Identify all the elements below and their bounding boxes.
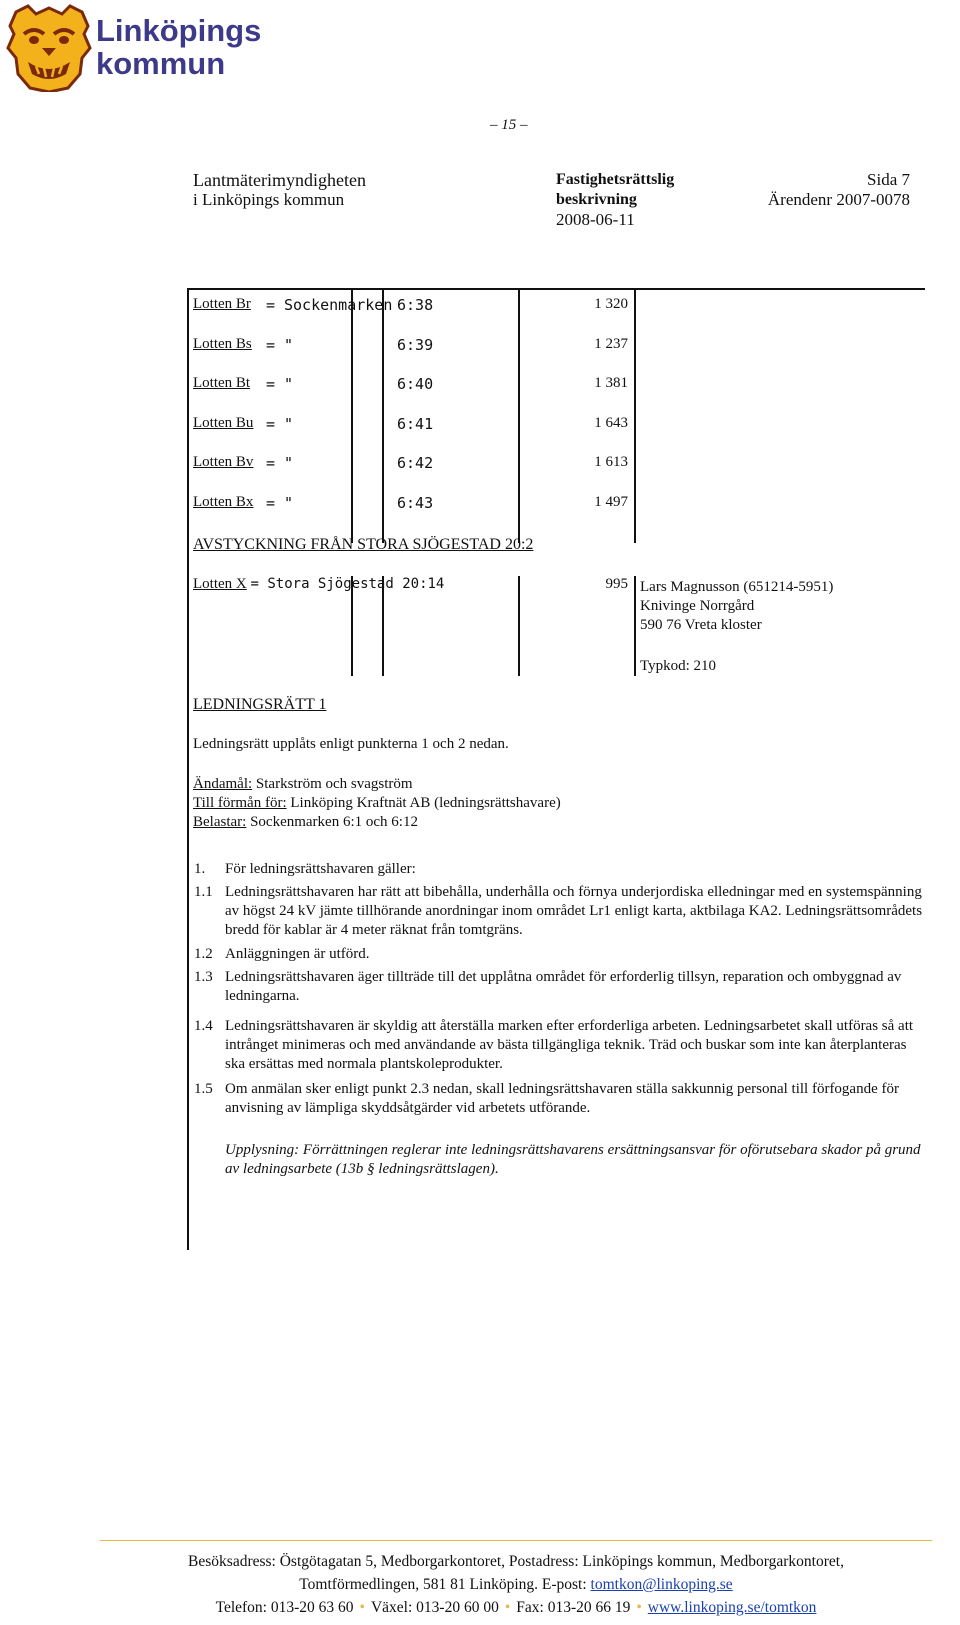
term-number: 1.4 (194, 1018, 213, 1034)
information-note: Upplysning: Förrättningen reglerar inte ledningsrättshavarens ersättningsansvar för oförutsebara skador på grund av ledningsarbete (13b § ledningsrättslagen). (225, 1142, 921, 1177)
lot-label: Lotten Bv (193, 454, 254, 470)
lot-area: 1 381 (594, 375, 628, 391)
term-number: 1.1 (194, 884, 213, 900)
separator-dot-icon: • (359, 1599, 365, 1616)
header-organization: Lantmäterimyndigheten i Linköpings kommun (193, 170, 366, 209)
term-text: Anläggningen är utförd. (225, 946, 370, 962)
header-document-type: Fastighetsrättslig beskrivning 2008-06-11 (556, 171, 675, 229)
footer-address: Besöksadress: Östgötagatan 5, Medborgarkontoret, Postadress: Linköpings kommun, Medborgarkontoret, Tomtförmedlingen, 581 81 Linköping. E-post: tomtkon@linkoping.se Telefon: 013-20 63 60 • Växel: 013-20 60 00 • Fax: 013-20 66 19 • www.linkoping.se/tomtkon (188, 1553, 844, 1616)
ledningsratt-intro: Ledningsrätt upplåts enligt punkterna 1 och 2 nedan. (193, 736, 509, 752)
lot-x-area: 995 (605, 576, 628, 592)
term-text: Ledningsrättshavaren har rätt att bibehålla, underhålla och förnya underjordiska elledningar med en systemspänning av högst 24 kV jämte tillhörande anordningar inom området Lr1 enligt karta, aktbilaga KA2. Ledningsrättsområdets bredd för kablar är 4 meter räknat från tomtgräns. (225, 884, 923, 938)
lot-parent-property: " (284, 454, 294, 472)
lot-parent-property: " (284, 493, 294, 512)
lot-area: 1 643 (594, 414, 628, 431)
ledningsratt-details: Ändamål: Starkström och svagström Till förmån för: Linköping Kraftnät AB (ledningsrättshavare) Belastar: Sockenmarken 6:1 och 6:12 (193, 776, 561, 830)
table-top-border (187, 288, 925, 290)
lot-equals: = (266, 335, 276, 354)
term-item (194, 968, 924, 1006)
lot-x-row: Lotten X = Stora Sjögestad 20:14 (193, 576, 445, 592)
lot-equals: = (266, 414, 276, 433)
column-divider-4 (634, 288, 636, 543)
lot-parcel: 6:41 (397, 414, 434, 433)
lot-area: 1 237 (594, 335, 628, 352)
lot-parcel: 6:38 (397, 296, 434, 314)
lot-parent-property: Sockenmarken (284, 296, 393, 314)
term-item (194, 883, 924, 940)
lot-label: Lotten Bt (193, 375, 251, 391)
lot-parent-property: " (284, 375, 294, 393)
term-text: Ledningsrättshavaren är skyldig att återställa marken efter erforderliga arbeten. Ledningsarbetet skall utföras så att intrånget minimeras och med användande av bästa tillgängliga teknik. Träd och buskar som inte kan återplanteras ska ersättas med normala plantskoleprodukter. (225, 1018, 914, 1072)
avstyckning-heading: AVSTYCKNING FRÅN STORA SJÖGESTAD 20:2 (193, 536, 534, 553)
owner-address: Lars Magnusson (651214-5951) Knivinge Norrgård 590 76 Vreta kloster (640, 579, 834, 633)
lot-equals: = (266, 375, 276, 393)
column-divider-7 (518, 576, 520, 676)
column-divider-1 (351, 288, 353, 543)
lot-label: Lotten Bx (193, 493, 254, 510)
term-number: 1.2 (194, 946, 213, 962)
footer-divider (100, 1540, 932, 1541)
column-divider-2 (382, 288, 384, 543)
page-mark: – 15 – (490, 117, 528, 133)
typkod: Typkod: 210 (640, 658, 717, 674)
lot-parcel: 6:39 (397, 335, 434, 354)
table-left-border (187, 288, 189, 1250)
lot-area: 1 613 (594, 454, 628, 470)
term-number: 1. (194, 861, 206, 877)
term-item (194, 945, 924, 964)
term-item (194, 1017, 924, 1074)
lot-label: Lotten Bu (193, 414, 254, 431)
lot-equals: = (266, 454, 276, 472)
separator-dot-icon: • (636, 1599, 642, 1616)
website-link[interactable]: www.linkoping.se/tomtkon (647, 1599, 817, 1616)
term-number: 1.5 (194, 1081, 213, 1097)
lot-parcel: 6:40 (397, 375, 434, 393)
lot-parent-property: " (284, 414, 294, 433)
lot-equals: = (266, 493, 276, 512)
lot-parent-property: " (284, 335, 294, 354)
term-text: Om anmälan sker enligt punkt 2.3 nedan, skall ledningsrättshavaren ställa sakkunnig personal till förfogande för anvisning av lämpliga skyddsåtgärder vid arbetets utförande. (225, 1081, 899, 1116)
separator-dot-icon: • (504, 1599, 511, 1616)
ledningsratt-heading: LEDNINGSRÄTT 1 (193, 696, 327, 713)
column-divider-8 (634, 576, 636, 676)
term-item (194, 1080, 924, 1118)
term-text: Ledningsrättshavaren äger tillträde till det upplåtna området för erforderlig tillsyn, reparation och ombyggnad av ledningarna. (225, 969, 902, 1004)
lot-area: 1 320 (594, 296, 628, 312)
lot-parcel: 6:42 (397, 454, 434, 472)
logo-wordmark: Linköpings kommun (96, 13, 262, 81)
term-text: För ledningsrättshavaren gäller: (225, 861, 416, 877)
lion-emblem-icon (6, 4, 92, 92)
column-divider-3 (518, 288, 520, 543)
email-link[interactable]: tomtkon@linkoping.se (590, 1576, 733, 1593)
term-item (194, 860, 924, 879)
lot-label: Lotten Br (193, 296, 251, 312)
lot-equals: = (266, 296, 276, 314)
lot-label: Lotten Bs (193, 335, 252, 352)
lot-parcel: 6:43 (397, 493, 434, 512)
header-page-info: Sida 7 Ärendenr 2007-0078 (767, 170, 910, 209)
term-number: 1.3 (194, 969, 213, 985)
lot-area: 1 497 (594, 493, 628, 510)
